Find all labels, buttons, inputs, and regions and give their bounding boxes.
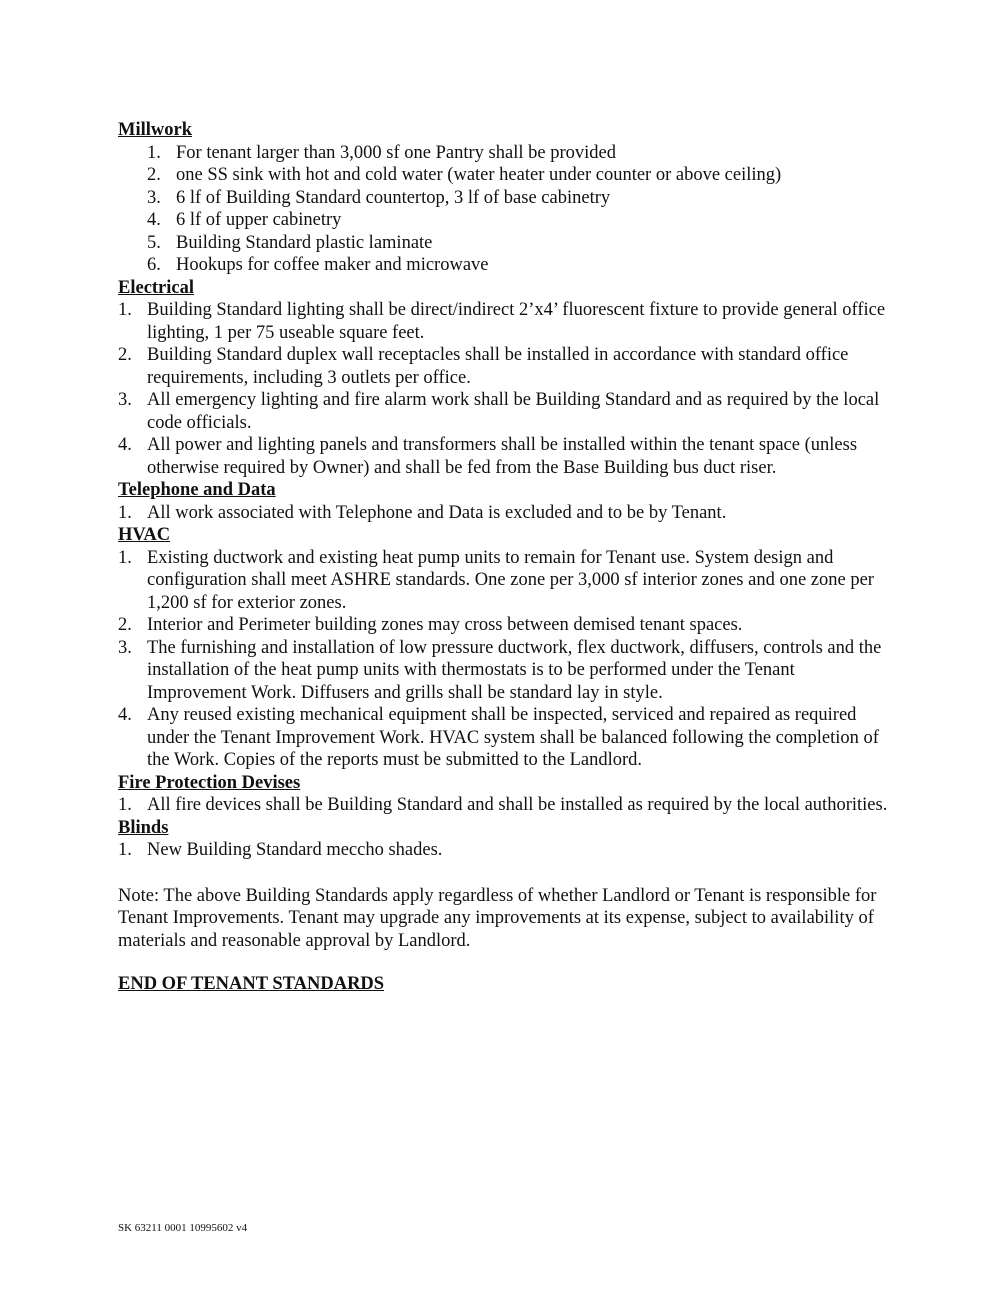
list-item: 3. 6 lf of Building Standard countertop, 3 lf of base cabinetry [147, 187, 611, 208]
list-item: 6. Hookups for coffee maker and microwave [147, 255, 489, 275]
list-item: 1. All work associated with Telephone and Data is excluded and to be by Tenant. [118, 502, 727, 523]
heading-blinds: Blinds [118, 817, 169, 838]
list-blinds [118, 839, 888, 862]
list-item: 1. New Building Standard meccho shades. [118, 840, 443, 860]
end-heading: END OF TENANT STANDARDS [118, 974, 385, 994]
list-hvac [118, 547, 888, 772]
list-item: 5. Building Standard plastic laminate [147, 232, 433, 253]
list-item: 3. The furnishing and installation of low pressure ductwork, flex ductwork, diffusers, controls and the installation of the heat pump units with thermostats is to be performed under the Tenant Improvement Work. Diffusers and grills shall be standard lay in style. [118, 637, 882, 703]
list-item: 2. one SS sink with hot and cold water (water heater under counter or above ceiling) [147, 165, 782, 185]
heading-electrical: Electrical [118, 277, 195, 298]
list-item: 2. Building Standard duplex wall receptacles shall be installed in accordance with standard office requirements, including 3 outlets per office. [118, 345, 849, 388]
list-telephone-data [118, 502, 888, 525]
list-item: 1. All fire devices shall be Building Standard and shall be installed as required by the local authorities. [118, 795, 888, 815]
list-fire-protection [118, 794, 888, 817]
list-item: 2. Interior and Perimeter building zones may cross between demised tenant spaces. [118, 615, 743, 635]
list-electrical [118, 299, 888, 479]
list-item: 4. Any reused existing mechanical equipment shall be inspected, serviced and repaired as required under the Tenant Improvement Work. HVAC system shall be balanced following the completion of the Work. Copies of the reports must be submitted to the Landlord. [118, 705, 879, 770]
list-item: 1. Existing ductwork and existing heat pump units to remain for Tenant use. System design and configuration shall meet ASHRE standards. One zone per 3,000 sf interior zones and one zone per 1,200 sf for exterior zones. [118, 547, 874, 613]
list-item: 4. 6 lf of upper cabinetry [147, 210, 342, 230]
document-footer-id: SK 63211 0001 10995602 v4 [118, 1222, 248, 1234]
heading-millwork: Millwork [118, 120, 192, 140]
document-body [118, 119, 888, 996]
list-item: 1. For tenant larger than 3,000 sf one Pantry shall be provided [147, 142, 616, 163]
list-item: 4. All power and lighting panels and transformers shall be installed within the tenant space (unless otherwise required by Owner) and shall be fed from the Base Building bus duct riser. [118, 435, 858, 478]
heading-telephone-data: Telephone and Data [118, 480, 276, 500]
heading-hvac: HVAC [118, 525, 171, 545]
list-item: 3. All emergency lighting and fire alarm work shall be Building Standard and as required by the local code officials. [118, 390, 880, 433]
note-paragraph: Note: The above Building Standards apply regardless of whether Landlord or Tenant is responsible for Tenant Improvements. Tenant may upgrade any improvements at its expense, subject to availability of materials and reasonable approval by Landlord. [118, 885, 877, 951]
heading-fire-protection: Fire Protection Devises [118, 772, 301, 793]
list-item: 1. Building Standard lighting shall be direct/indirect 2’x4’ fluorescent fixture to provide general office lighting, 1 per 75 useable square feet. [118, 300, 886, 343]
list-millwork [118, 142, 888, 277]
